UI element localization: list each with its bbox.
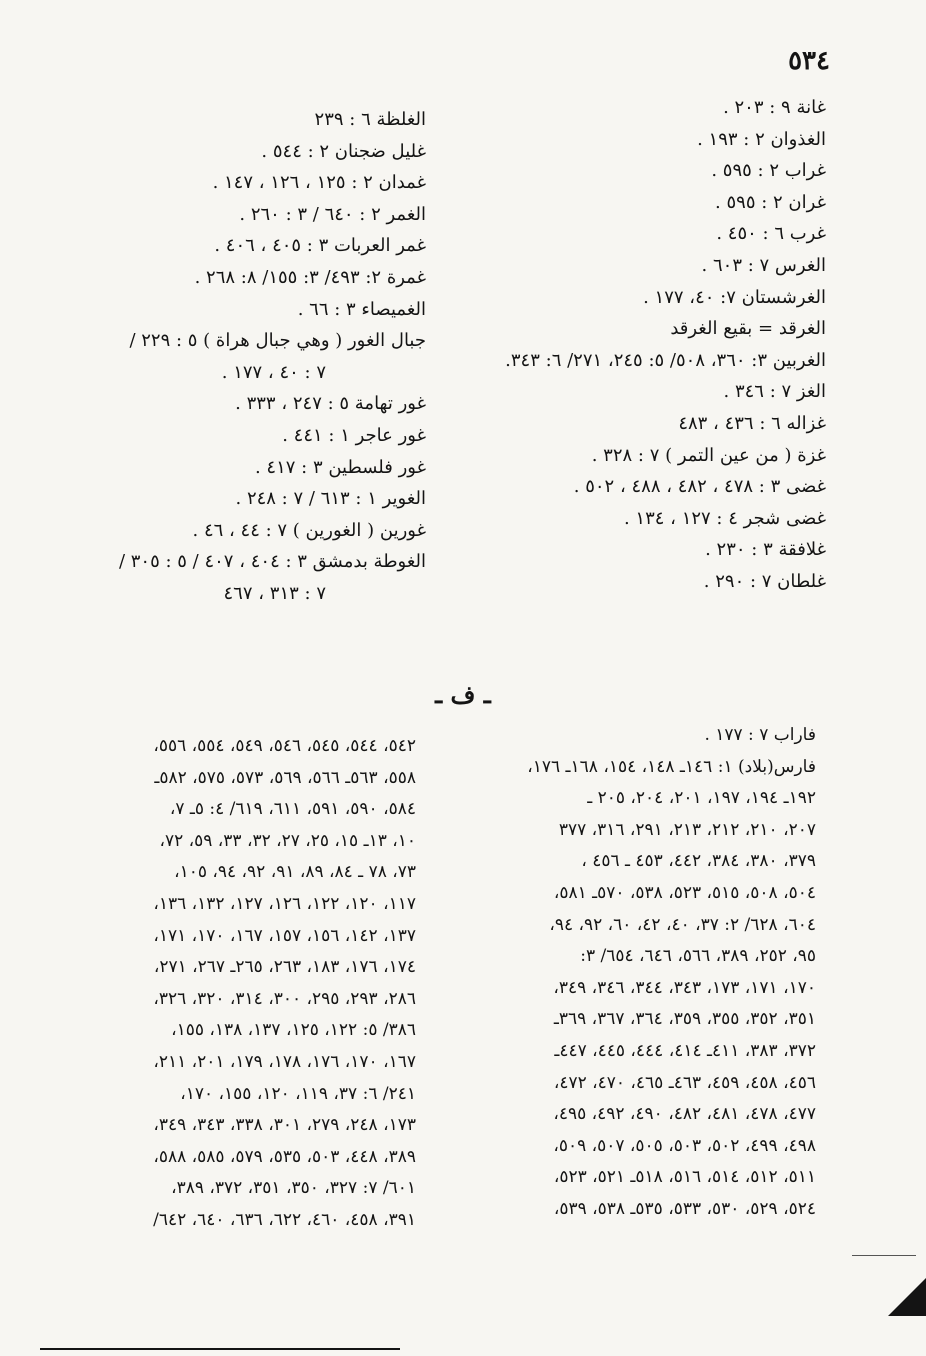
index-entry-continuation: ١١٧، ١٢٠، ١٢٢، ١٢٦، ١٢٧، ١٣٢، ١٣٦، [153,893,416,914]
index-column-bottom-left [6,731,416,1237]
index-entry: الغربين ٣: ٣٦٠، ٥٠٨/ ٥: ٢٤٥، ٢٧١/ ٦: ٣٤٣. [505,349,826,371]
index-entry-continuation: ٥٥٨، ٥٦٣ـ ٥٦٦، ٥٦٩، ٥٧٣، ٥٧٥، ٥٨٢ـ [154,767,416,788]
index-entry-continuation: ٤٧٧، ٤٧٨، ٤٨١، ٤٨٢، ٤٩٠، ٤٩٢، ٤٩٥، [553,1104,816,1125]
page-corner-triangle-mark [888,1278,926,1316]
index-column-bottom-right [436,720,816,1226]
index-entry-continuation: ١٦٧، ١٧٠، ١٧٦، ١٧٨، ١٧٩، ٢٠١، ٢١١، [153,1051,416,1072]
index-entry: غور تهامة ٥ : ٢٤٧ ، ٣٣٣ . [235,393,426,415]
page-number: ٥٣٤ [788,46,830,76]
index-entry-continuation: ٣٨٦/ ٥: ١٢٢، ١٢٥، ١٣٧، ١٣٨، ١٥٥، [171,1020,416,1041]
index-entry-continuation: ٢٨٦، ٢٩٣، ٢٩٥، ٣٠٠، ٣١٤، ٣٢٠، ٣٢٦، [153,988,416,1009]
index-entry-continuation: ٧ : ٤٠ ، ١٧٧ . [221,361,326,383]
index-entry-continuation: ٢٤١/ ٦: ٣٧، ١١٩، ١٢٠، ١٥٥، ١٧٠، [180,1083,416,1104]
index-entry-continuation: ٤٥٦، ٤٥٨، ٤٥٩، ٤٦٣ـ ٤٦٥، ٤٧٠، ٤٧٢، [553,1072,816,1093]
index-entry: الغوطة بدمشق ٣ : ٤٠٤ ، ٤٠٧ / ٥ : ٣٠٥ / [118,551,426,573]
index-entry: غور عاجر ١ : ٤٤١ . [282,424,426,446]
index-column-top-right [436,92,826,598]
index-column-top-left [6,104,426,610]
index-entry: غمرة ٢: ٤٩٣/ ٣: ١٥٥/ ٨: ٢٦٨ . [194,266,426,288]
index-entry: الغرشستان ٧: ٤٠، ١٧٧ . [643,286,826,308]
section-heading-letter: ـ ف ـ [435,680,491,709]
index-entry: فاراب ٧ : ١٧٧ . [704,725,816,745]
index-entry-continuation: ٩٥، ٢٥٢، ٣٨٩، ٥٦٦، ٦٤٦، ٦٥٤/ ٣: [580,946,816,967]
index-entry: غلطان ٧ : ٢٩٠ . [703,570,826,592]
index-entry: الغميصاء ٣ : ٦٦ . [297,298,426,320]
scan-edge-line [40,1348,400,1350]
index-entry: غران ٢ : ٥٩٥ . [715,191,826,213]
index-entry-continuation: ٣٨٩، ٤٤٨، ٥٠٣، ٥٣٥، ٥٧٩، ٥٨٥، ٥٨٨، [153,1146,416,1167]
index-entry-continuation: ٣٥١، ٣٥٢، ٣٥٥، ٣٥٩، ٣٦٤، ٣٦٧، ٣٦٩ـ [553,1009,816,1030]
index-entry: الغوير ١ : ٦١٣ / ٧ : ٢٤٨ . [235,488,426,510]
index-entry-continuation: ٥٨٤، ٥٩٠، ٥٩١، ٦١١، ٦١٩/ ٤: ٥ـ ٧، [169,799,416,820]
index-entry: غراب ٢ : ٥٩٥ . [711,160,826,182]
index-entry-continuation: ٦٠٤، ٦٢٨/ ٢: ٣٧، ٤٠، ٤٢، ٦٠، ٩٢، ٩٤، [549,914,816,935]
index-entry-continuation: ٣٧٢، ٣٨٣، ٤١١ـ ٤١٤، ٤٤٤، ٤٤٥، ٤٤٧ـ [554,1040,816,1061]
index-entry: الغرقد = بقيع الغرقد [670,318,826,340]
index-entry-continuation: ٧٣، ٧٨ ـ ٨٤، ٨٩، ٩١، ٩٢، ٩٤، ١٠٥، [174,862,416,883]
index-entry-continuation: ٧ : ٣١٣ ، ٤٦٧ [223,582,326,604]
index-entry-continuation: ١٧٤، ١٧٦، ١٨٣، ٢٦٣، ٢٦٥ـ ٢٦٧، ٢٧١، [153,957,416,978]
index-entry-continuation: ٥٠٤، ٥٠٨، ٥١٥، ٥٢٣، ٥٣٨، ٥٧٠ـ ٥٨١، [553,882,816,903]
index-entry: الغذوان ٢ : ١٩٣ . [697,128,826,150]
index-entry-continuation: ٥١١، ٥١٢، ٥١٤، ٥١٦، ٥١٨ـ ٥٢١، ٥٢٣، [553,1167,816,1188]
index-entry: غزاله ٦ : ٤٣٦ ، ٤٨٣ [678,412,826,434]
index-entry: غلافقة ٣ : ٢٣٠ . [705,539,826,561]
index-entry: غضى ٣ : ٤٧٨ ، ٤٨٢ ، ٤٨٨ ، ٥٠٢ . [573,476,826,498]
index-entry: غورين ( الغورين ) ٧ : ٤٤ ، ٤٦ . [192,519,426,541]
index-entry-continuation: ٦٠١/ ٧: ٣٢٧، ٣٥٠، ٣٥١، ٣٧٢، ٣٨٩، [171,1178,416,1199]
index-entry: جبال الغور ( وهي جبال هراة ) ٥ : ٢٢٩ / [129,330,426,352]
index-entry: غرب ٦ : ٤٥٠ . [716,223,826,245]
index-entry-continuation: ١٣٧، ١٤٢، ١٥٦، ١٥٧، ١٦٧، ١٧٠، ١٧١، [153,925,416,946]
index-entry: فارس(بلاد) ١: ١٤٦ـ ١٤٨، ١٥٤، ١٦٨ـ ١٧٦، [527,756,816,777]
index-entry: الغلظة ٦ : ٢٣٩ [314,109,426,130]
index-entry: غمر العربات ٣ : ٤٠٥ ، ٤٠٦ . [214,235,426,257]
index-entry: غور فلسطين ٣ : ٤١٧ . [254,456,426,478]
index-entry-continuation: ٥٤٢، ٥٤٤، ٥٤٥، ٥٤٦، ٥٤٩، ٥٥٤، ٥٥٦، [153,736,416,756]
index-entry-continuation: ٣٩١، ٤٥٨، ٤٦٠، ٦٢٢، ٦٣٦، ٦٤٠، ٦٤٢/ [153,1209,416,1230]
index-entry-continuation: ٢٠٧، ٢١٠، ٢١٢، ٢١٣، ٢٩١، ٣١٦، ٣٧٧ [558,819,816,840]
index-entry-continuation: ١٧٠، ١٧١، ١٧٣، ٣٤٣، ٣٤٤، ٣٤٦، ٣٤٩، [553,977,816,998]
index-entry: غليل ضجنان ٢ : ٥٤٤ . [261,140,426,162]
index-entry-continuation: ١٧٣، ٢٤٨، ٢٧٩، ٣٠١، ٣٣٨، ٣٤٣، ٣٤٩، [153,1115,416,1136]
index-entry-continuation: ٥٢٤، ٥٢٩، ٥٣٠، ٥٣٣، ٥٣٥ـ ٥٣٨، ٥٣٩، [553,1198,816,1219]
index-entry: غزة ( من عين التمر ) ٧ : ٣٢٨ . [591,444,826,466]
scan-margin-line [852,1255,916,1256]
index-entry-continuation: ٣٧٩، ٣٨٠، ٣٨٤، ٤٤٢، ٤٥٣ ـ ٤٥٦ ، [581,851,816,872]
index-entry: غمدان ٢ : ١٢٥ ، ١٢٦ ، ١٤٧ . [212,172,426,194]
index-entry-continuation: ١٠، ١٣ـ ١٥، ٢٥، ٢٧، ٣٢، ٣٣، ٥٩، ٧٢، [159,830,416,851]
index-entry-continuation: ١٩٢ـ ١٩٤، ١٩٧، ٢٠١، ٢٠٤، ٢٠٥ ـ [587,788,816,809]
index-entry: غضى شجر ٤ : ١٢٧ ، ١٣٤ . [623,507,826,529]
index-entry: الغرس ٧ : ٦٠٣ . [701,254,826,276]
index-entry: غانة ٩ : ٢٠٣ . [723,97,826,118]
index-entry: الغز ٧ : ٣٤٦ . [723,381,826,403]
index-entry-continuation: ٤٩٨، ٤٩٩، ٥٠٢، ٥٠٣، ٥٠٥، ٥٠٧، ٥٠٩، [553,1135,816,1156]
index-entry: الغمر ٢ : ٦٤٠ / ٣ : ٢٦٠ . [239,203,426,225]
